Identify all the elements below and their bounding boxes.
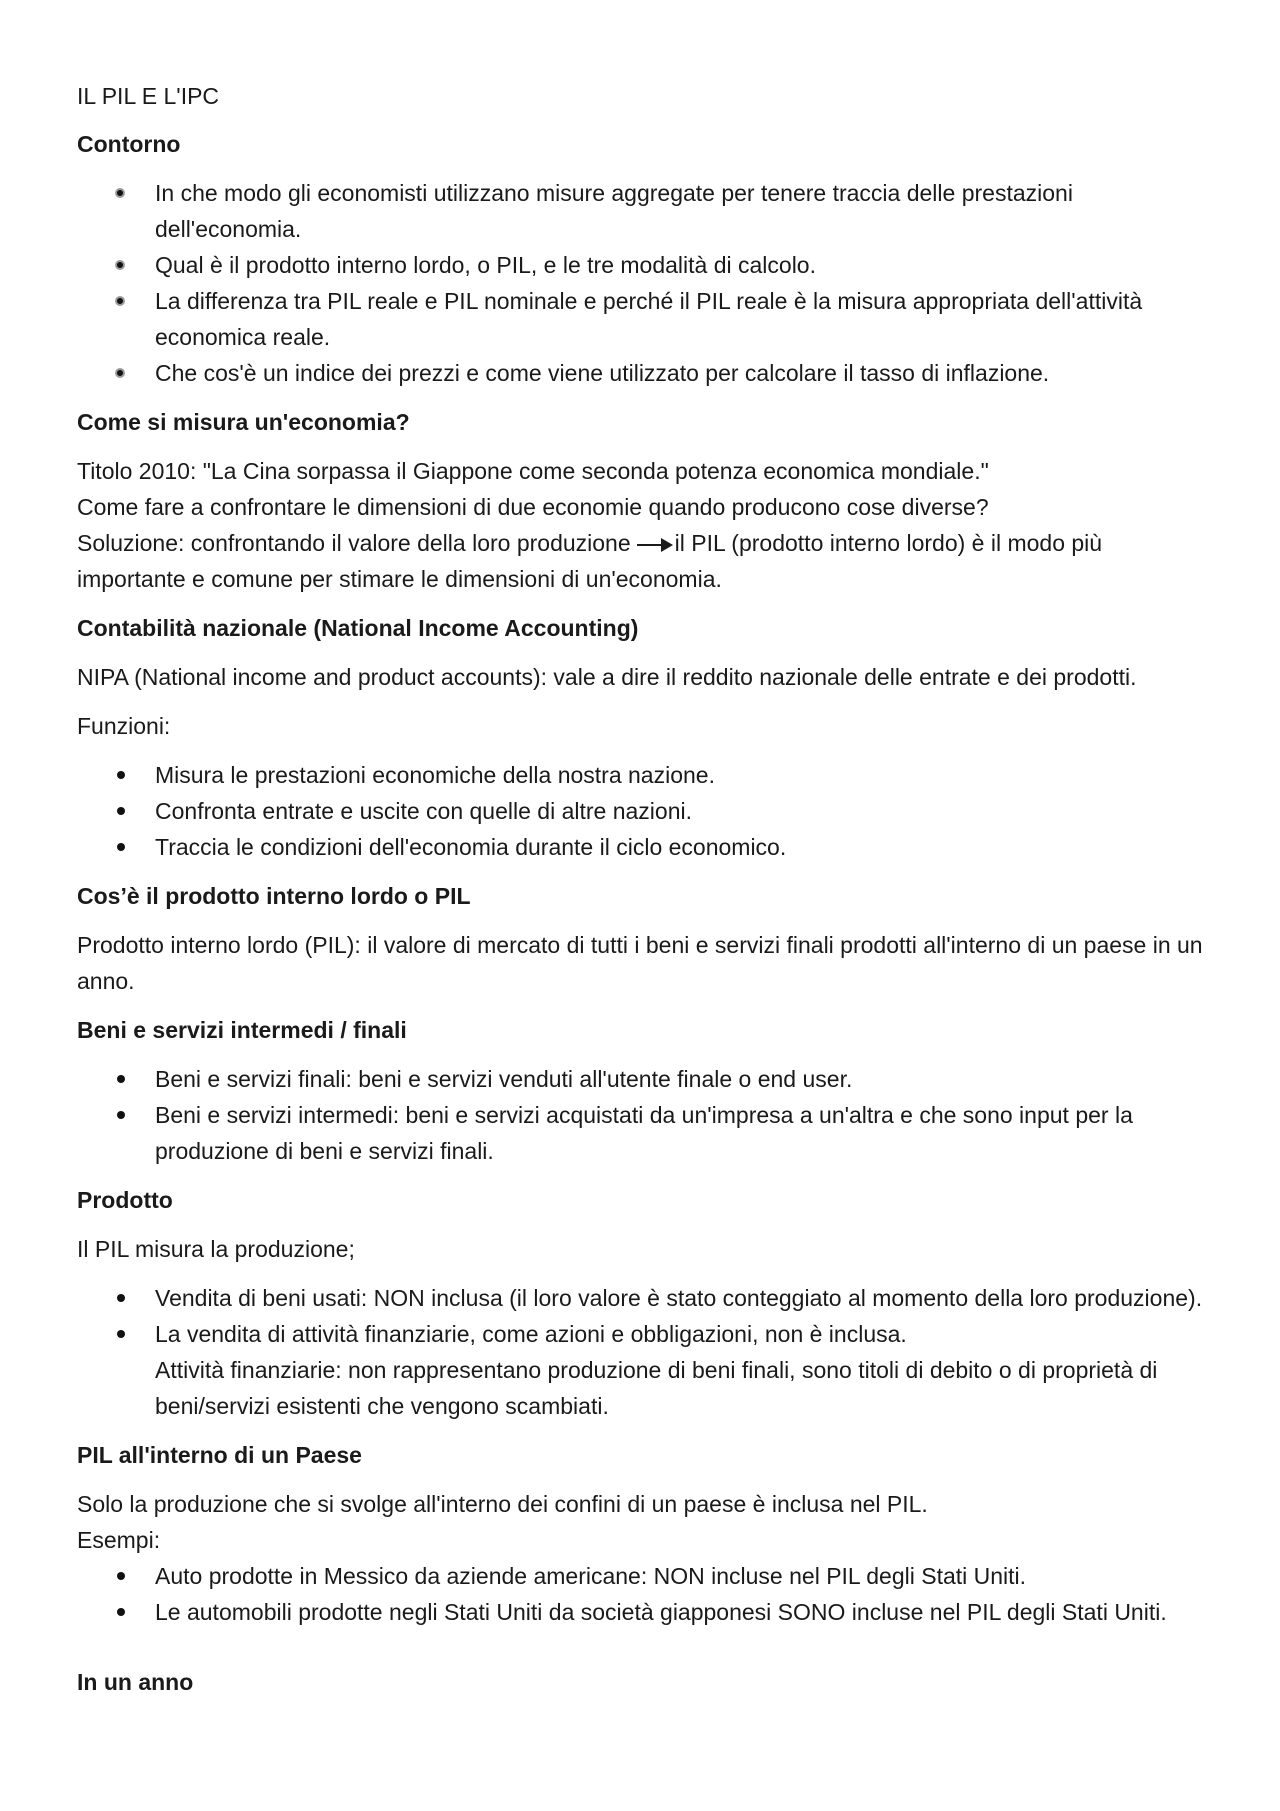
list-item: La vendita di attività finanziarie, come azioni e obbligazioni, non è inclusa. Attività finanziarie: non rappresentano produzione di beni finali, sono titoli di debito o di proprietà di beni/servizi esistenti che vengono scambiati. bbox=[77, 1316, 1210, 1424]
funzioni-label: Funzioni: bbox=[77, 713, 171, 739]
list-item: Confronta entrate e uscite con quelle di altre nazioni. bbox=[77, 793, 1210, 829]
document-title: IL PIL E L'IPC bbox=[77, 83, 220, 109]
list-item: Le automobili prodotte negli Stati Uniti da società giapponesi SONO incluse nel PIL degli Stati Uniti. bbox=[77, 1594, 1210, 1630]
bullet-icon bbox=[117, 1608, 125, 1616]
bullet-icon bbox=[115, 296, 125, 306]
heading-misura-economia: Come si misura un'economia? bbox=[77, 409, 410, 435]
bullet-icon bbox=[117, 1075, 125, 1083]
heading-prodotto: Prodotto bbox=[77, 1187, 173, 1213]
list-item: Beni e servizi intermedi: beni e servizi acquistati da un'impresa a un'altra e che sono input per la produzione di beni e servizi finali. bbox=[77, 1097, 1210, 1169]
spacer bbox=[77, 1630, 1210, 1664]
list-item: Auto prodotte in Messico da aziende americane: NON incluse nel PIL degli Stati Uniti. bbox=[77, 1558, 1210, 1594]
list-item: Vendita di beni usati: NON inclusa (il loro valore è stato conteggiato al momento della loro produzione). bbox=[77, 1280, 1210, 1316]
bullet-icon bbox=[115, 260, 125, 270]
pil-paese-paragraph: Solo la produzione che si svolge all'interno dei confini di un paese è inclusa nel PIL. Esempi: bbox=[77, 1491, 928, 1553]
arrow-right-icon bbox=[637, 538, 673, 552]
bullet-icon bbox=[117, 1111, 125, 1119]
heading-in-un-anno: In un anno bbox=[77, 1669, 194, 1695]
prodotto-list bbox=[77, 1280, 1210, 1424]
heading-cose-pil: Cos’è il prodotto interno lordo o PIL bbox=[77, 883, 471, 909]
bullet-icon bbox=[117, 1330, 125, 1338]
list-item: Beni e servizi finali: beni e servizi venduti all'utente finale o end user. bbox=[77, 1061, 1210, 1097]
bullet-icon bbox=[115, 368, 125, 378]
beni-servizi-list bbox=[77, 1061, 1210, 1169]
bullet-icon bbox=[117, 843, 125, 851]
misura-economia-paragraph: Titolo 2010: "La Cina sorpassa il Giappone come seconda potenza economica mondiale." Come fare a confrontare le dimensioni di due economie quando producono cose diverse? Soluzione: confrontando il valore della loro produzione il PIL (prodotto interno lordo) è il modo più importante e comune per stimare le dimensioni di un'economia. bbox=[77, 458, 1103, 592]
pil-definition-paragraph: Prodotto interno lordo (PIL): il valore di mercato di tutti i beni e servizi finali prodotti all'interno di un paese in un anno. bbox=[77, 932, 1203, 994]
nipa-paragraph: NIPA (National income and product accounts): vale a dire il reddito nazionale delle entrate e dei prodotti. bbox=[77, 664, 1137, 690]
list-item: La differenza tra PIL reale e PIL nominale e perché il PIL reale è la misura appropriata dell'attività economica reale. bbox=[77, 283, 1210, 355]
list-item: In che modo gli economisti utilizzano misure aggregate per tenere traccia delle prestazioni dell'economia. bbox=[77, 175, 1210, 247]
outline-list bbox=[77, 175, 1210, 391]
list-item: Che cos'è un indice dei prezzi e come viene utilizzato per calcolare il tasso di inflazione. bbox=[77, 355, 1210, 391]
heading-contorno: Contorno bbox=[77, 131, 181, 157]
list-item: Misura le prestazioni economiche della nostra nazione. bbox=[77, 757, 1210, 793]
bullet-icon bbox=[117, 771, 125, 779]
prodotto-paragraph: Il PIL misura la produzione; bbox=[77, 1236, 355, 1262]
bullet-icon bbox=[115, 188, 125, 198]
funzioni-list bbox=[77, 757, 1210, 865]
heading-contabilita-nazionale: Contabilità nazionale (National Income Accounting) bbox=[77, 615, 639, 641]
bullet-icon bbox=[117, 1294, 125, 1302]
heading-pil-paese: PIL all'interno di un Paese bbox=[77, 1442, 362, 1468]
bullet-icon bbox=[117, 1572, 125, 1580]
heading-beni-servizi: Beni e servizi intermedi / finali bbox=[77, 1017, 407, 1043]
bullet-icon bbox=[117, 807, 125, 815]
list-item: Qual è il prodotto interno lordo, o PIL, e le tre modalità di calcolo. bbox=[77, 247, 1210, 283]
list-item: Traccia le condizioni dell'economia durante il ciclo economico. bbox=[77, 829, 1210, 865]
esempi-list bbox=[77, 1558, 1210, 1630]
